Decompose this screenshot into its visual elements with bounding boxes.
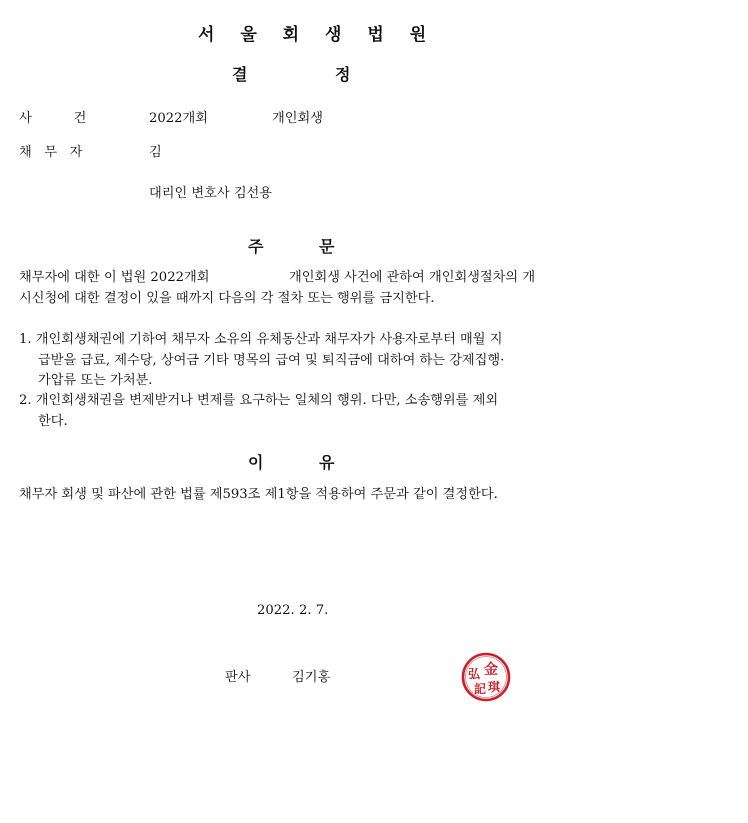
case-label: 사 건 — [19, 111, 87, 126]
order-item1-line2: 급받을 급료, 제수당, 상여금 기타 명목의 급여 및 퇴직금에 대하여 하는 강제집행· — [38, 353, 505, 368]
order-para-line1a: 채무자에 대한 이 법원 2022개회 — [19, 270, 210, 285]
case-number: 2022개회 — [149, 111, 209, 126]
svg-text:記: 記 — [473, 682, 487, 696]
svg-text:琪: 琪 — [487, 680, 501, 694]
decision-heading-left: 결 — [232, 65, 248, 84]
svg-text:金: 金 — [484, 662, 498, 678]
order-item1-line1: 1. 개인회생채권에 기하여 채무자 소유의 유체동산과 채무자가 사용자로부터 매월 지 — [19, 332, 503, 347]
judge-title: 판사 — [225, 670, 251, 685]
order-item2-line1: 2. 개인회생채권을 변제받거나 변제를 요구하는 일체의 행위. 다만, 소송행위를 제외 — [19, 393, 499, 408]
reason-heading-right: 유 — [319, 453, 335, 472]
debtor-name: 김 — [149, 145, 162, 160]
decision-heading-right: 정 — [335, 65, 351, 84]
debtor-label: 채 무 자 — [19, 145, 83, 160]
svg-text:弘: 弘 — [467, 667, 481, 681]
order-para-line1b: 개인회생 사건에 관하여 개인회생절차의 개 — [289, 270, 536, 285]
order-item2-line2: 한다. — [38, 414, 68, 429]
decision-date: 2022. 2. 7. — [257, 603, 329, 618]
order-para-line2: 시신청에 대한 결정이 있을 때까지 다음의 각 절차 또는 행위를 금지한다. — [19, 291, 435, 306]
reason-text: 채무자 회생 및 파산에 관한 법률 제593조 제1항을 적용하여 주문과 같이 결정한다. — [19, 487, 498, 502]
order-item1-line3: 가압류 또는 가처분. — [38, 373, 153, 388]
reason-heading-left: 이 — [248, 453, 264, 472]
order-heading-right: 문 — [319, 237, 335, 256]
court-name: 서 울 회 생 법 원 — [198, 25, 437, 45]
order-heading-left: 주 — [248, 237, 264, 256]
judge-name: 김기홍 — [292, 670, 331, 685]
case-type: 개인회생 — [272, 111, 323, 126]
debtor-agent: 대리인 변호사 김선용 — [149, 186, 273, 201]
judge-seal-stamp — [461, 652, 511, 702]
